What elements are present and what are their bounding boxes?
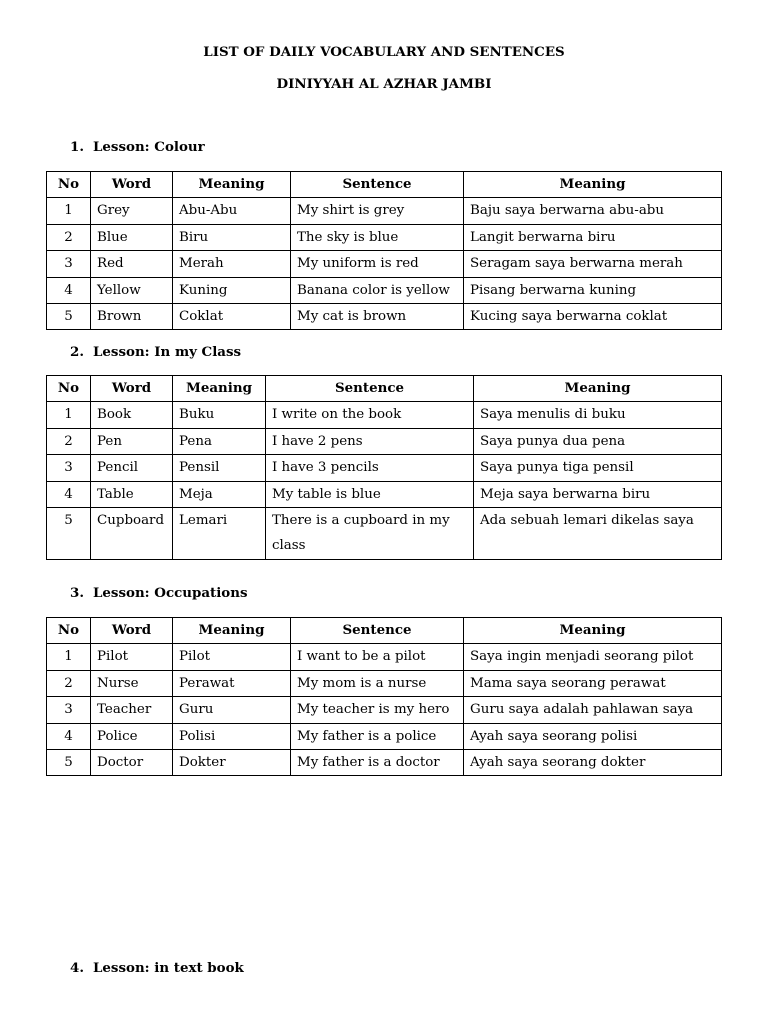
table-row xyxy=(47,644,722,670)
table-cell: Guru xyxy=(173,697,291,723)
table-cell: Teacher xyxy=(91,697,173,723)
lesson-heading-in-my-class xyxy=(70,344,241,360)
table-cell: The sky is blue xyxy=(291,224,464,250)
table-cell: Cupboard xyxy=(91,508,173,560)
column-header: Word xyxy=(91,618,173,644)
table-cell: Merah xyxy=(173,251,291,277)
table-cell: Table xyxy=(91,481,173,507)
column-header: Sentence xyxy=(291,172,464,198)
table-row xyxy=(47,277,722,303)
table-cell: Perawat xyxy=(173,670,291,696)
column-header: No xyxy=(47,172,91,198)
table-cell: Pencil xyxy=(91,455,173,481)
table-cell: Grey xyxy=(91,198,173,224)
vocabulary-table-colour xyxy=(46,171,722,330)
column-header: Sentence xyxy=(291,618,464,644)
table-cell: Nurse xyxy=(91,670,173,696)
table-cell: Coklat xyxy=(173,304,291,330)
table-cell: Pilot xyxy=(173,644,291,670)
column-header: Meaning xyxy=(173,376,266,402)
table-cell: Ayah saya seorang polisi xyxy=(464,723,722,749)
table-cell: Abu-Abu xyxy=(173,198,291,224)
table-row xyxy=(47,723,722,749)
table-cell: Book xyxy=(91,402,173,428)
table-cell: 2 xyxy=(47,670,91,696)
vocabulary-table-in-my-class xyxy=(46,375,722,560)
table-row xyxy=(47,251,722,277)
table-cell: Saya punya tiga pensil xyxy=(474,455,722,481)
table-cell: Pilot xyxy=(91,644,173,670)
column-header: Meaning xyxy=(173,172,291,198)
table-cell: There is a cupboard in my class xyxy=(266,508,474,560)
lesson-title: Lesson: In my Class xyxy=(93,344,242,360)
table-cell: Guru saya adalah pahlawan saya xyxy=(464,697,722,723)
column-header: Meaning xyxy=(464,618,722,644)
table-cell: Buku xyxy=(173,402,266,428)
table-cell: Brown xyxy=(91,304,173,330)
column-header: Meaning xyxy=(173,618,291,644)
table-cell: My uniform is red xyxy=(291,251,464,277)
table-cell: Kucing saya berwarna coklat xyxy=(464,304,722,330)
column-header: Word xyxy=(91,376,173,402)
table-row xyxy=(47,402,722,428)
table-cell: Blue xyxy=(91,224,173,250)
table-cell: Mama saya seorang perawat xyxy=(464,670,722,696)
table-row xyxy=(47,198,722,224)
table-cell: Police xyxy=(91,723,173,749)
lesson-heading-colour xyxy=(70,139,205,155)
table-cell: 5 xyxy=(47,304,91,330)
table-cell: 4 xyxy=(47,277,91,303)
table-cell: Biru xyxy=(173,224,291,250)
table-cell: Pisang berwarna kuning xyxy=(464,277,722,303)
table-cell: 4 xyxy=(47,723,91,749)
table-cell: My table is blue xyxy=(266,481,474,507)
table-cell: Polisi xyxy=(173,723,291,749)
table-cell: My father is a police xyxy=(291,723,464,749)
column-header: Word xyxy=(91,172,173,198)
table-cell: Red xyxy=(91,251,173,277)
table-cell: Doctor xyxy=(91,750,173,776)
table-cell: 2 xyxy=(47,224,91,250)
table-cell: Saya ingin menjadi seorang pilot xyxy=(464,644,722,670)
table-cell: Meja saya berwarna biru xyxy=(474,481,722,507)
column-header: Meaning xyxy=(474,376,722,402)
table-cell: Ayah saya seorang dokter xyxy=(464,750,722,776)
table-cell: 3 xyxy=(47,697,91,723)
lesson-heading-occupations xyxy=(70,585,248,601)
table-cell: My mom is a nurse xyxy=(291,670,464,696)
column-header: Meaning xyxy=(464,172,722,198)
table-cell: I have 3 pencils xyxy=(266,455,474,481)
column-header: No xyxy=(47,376,91,402)
table-cell: 1 xyxy=(47,402,91,428)
column-header: Sentence xyxy=(266,376,474,402)
table-cell: 5 xyxy=(47,750,91,776)
table-cell: Langit berwarna biru xyxy=(464,224,722,250)
table-cell: Dokter xyxy=(173,750,291,776)
table-cell: My teacher is my hero xyxy=(291,697,464,723)
table-cell: 1 xyxy=(47,198,91,224)
table-cell: Baju saya berwarna abu-abu xyxy=(464,198,722,224)
table-cell: My cat is brown xyxy=(291,304,464,330)
lesson-number: 2. xyxy=(70,344,84,360)
lesson-title: Lesson: Occupations xyxy=(93,585,248,601)
table-cell: Lemari xyxy=(173,508,266,560)
table-cell: 3 xyxy=(47,251,91,277)
table-header-row xyxy=(47,618,722,644)
table-row xyxy=(47,750,722,776)
lesson-title: Lesson: Colour xyxy=(93,139,205,155)
table-cell: 1 xyxy=(47,644,91,670)
table-cell: Kuning xyxy=(173,277,291,303)
table-cell: Saya menulis di buku xyxy=(474,402,722,428)
table-cell: 2 xyxy=(47,428,91,454)
table-header-row xyxy=(47,172,722,198)
table-cell: Saya punya dua pena xyxy=(474,428,722,454)
table-row xyxy=(47,455,722,481)
lesson-heading-in-text-book xyxy=(70,960,244,976)
table-row xyxy=(47,224,722,250)
table-cell: My father is a doctor xyxy=(291,750,464,776)
table-cell: I have 2 pens xyxy=(266,428,474,454)
table-row xyxy=(47,304,722,330)
table-row xyxy=(47,697,722,723)
table-cell: 4 xyxy=(47,481,91,507)
table-header-row xyxy=(47,376,722,402)
page-subtitle: DINIYYAH AL AZHAR JAMBI xyxy=(276,76,492,92)
table-cell: 5 xyxy=(47,508,91,560)
page-title: LIST OF DAILY VOCABULARY AND SENTENCES xyxy=(203,44,565,60)
table-cell: Meja xyxy=(173,481,266,507)
lesson-number: 4. xyxy=(70,960,84,976)
table-cell: Seragam saya berwarna merah xyxy=(464,251,722,277)
lesson-number: 3. xyxy=(70,585,84,601)
table-cell: Pen xyxy=(91,428,173,454)
table-cell: Ada sebuah lemari dikelas saya xyxy=(474,508,722,560)
lesson-title: Lesson: in text book xyxy=(93,960,244,976)
table-cell: Pensil xyxy=(173,455,266,481)
table-cell: Yellow xyxy=(91,277,173,303)
table-cell: My shirt is grey xyxy=(291,198,464,224)
table-row xyxy=(47,508,722,560)
lesson-number: 1. xyxy=(70,139,84,155)
table-row xyxy=(47,670,722,696)
table-cell: Pena xyxy=(173,428,266,454)
table-row xyxy=(47,428,722,454)
table-cell: 3 xyxy=(47,455,91,481)
table-row xyxy=(47,481,722,507)
table-cell: I write on the book xyxy=(266,402,474,428)
vocabulary-table-occupations xyxy=(46,617,722,776)
table-cell: Banana color is yellow xyxy=(291,277,464,303)
table-cell: I want to be a pilot xyxy=(291,644,464,670)
column-header: No xyxy=(47,618,91,644)
